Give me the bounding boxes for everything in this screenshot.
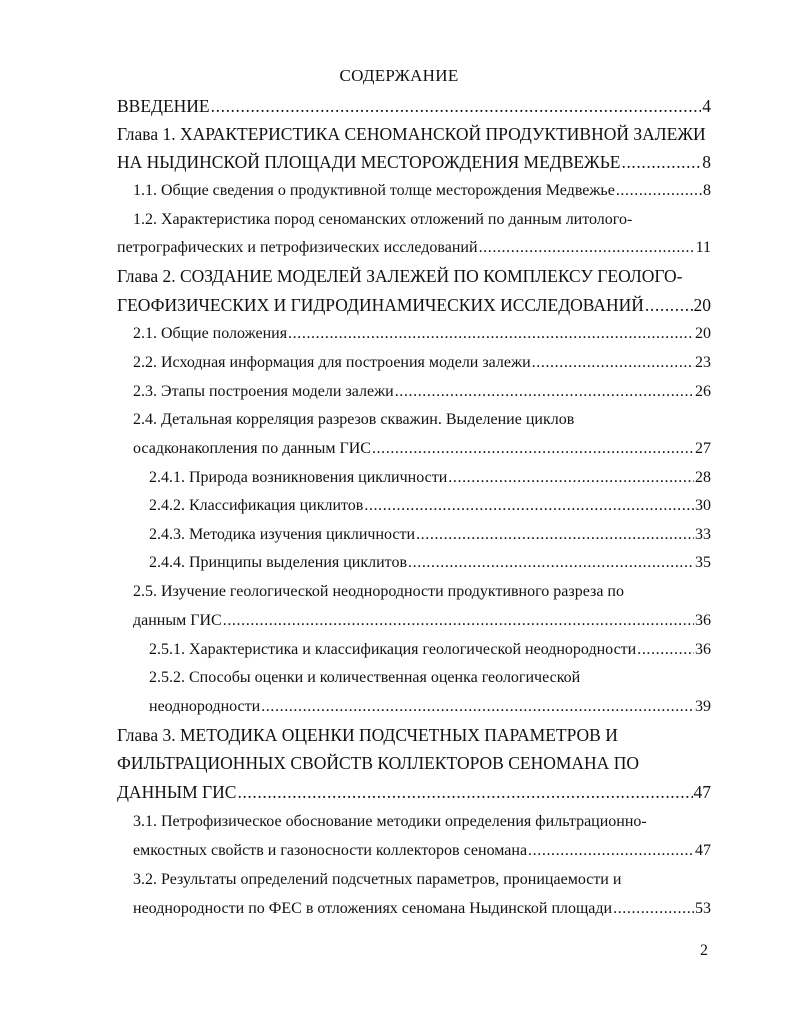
toc-entry-intro[interactable]	[117, 96, 711, 116]
toc-entry-text: 2.4.4. Принципы выделения циклитов	[149, 554, 408, 571]
toc-section-2-2[interactable]	[133, 353, 711, 373]
leader-dots	[616, 181, 702, 201]
toc-chapter-2-line1[interactable]: Глава 2. СОЗДАНИЕ МОДЕЛЕЙ ЗАЛЕЖЕЙ ПО КОМПЛЕКСУ ГЕОЛОГО-	[117, 266, 683, 286]
toc-entry-text: 2.4.2. Классификация циклитов	[149, 497, 364, 514]
toc-page-number: 28	[695, 469, 711, 486]
toc-subsection-2-4-3[interactable]	[149, 525, 711, 545]
toc-chapter-3-line2[interactable]: ФИЛЬТРАЦИОННЫХ СВОЙСТВ КОЛЛЕКТОРОВ СЕНОМАНА ПО	[117, 753, 639, 773]
toc-subsection-2-4-4[interactable]	[149, 553, 711, 573]
leader-dots	[416, 525, 694, 545]
leader-dots	[532, 353, 694, 373]
toc-page-number: 20	[693, 295, 711, 315]
toc-page-number: 53	[695, 900, 711, 917]
leader-dots	[211, 96, 702, 116]
toc-subsection-2-4-2[interactable]	[149, 496, 711, 516]
toc-entry-text: 2.4.1. Природа возникновения цикличности	[149, 469, 448, 486]
leader-dots	[288, 324, 694, 344]
leader-dots	[479, 238, 695, 258]
toc-page-number: 47	[695, 842, 711, 859]
toc-entry-text: осадконакопления по данным ГИС	[133, 440, 371, 457]
leader-dots	[395, 382, 694, 402]
leader-dots	[408, 553, 694, 573]
toc-section-2-5[interactable]	[133, 611, 711, 631]
toc-entry-text: ГЕОФИЗИЧЕСКИХ И ГИДРОДИНАМИЧЕСКИХ ИССЛЕДОВАНИЙ	[117, 295, 644, 315]
toc-entry-text: 1.1. Общие сведения о продуктивной толще месторождения Медвежье	[133, 182, 615, 199]
toc-entry-text: 2.5.1. Характеристика и классификация геологической неоднородности	[149, 641, 637, 658]
toc-section-2-1[interactable]	[133, 324, 711, 344]
toc-page-number: 39	[695, 698, 711, 715]
toc-chapter-1[interactable]	[117, 152, 711, 172]
toc-section-2-4[interactable]	[133, 439, 711, 459]
toc-entry-text: данным ГИС	[133, 612, 222, 629]
toc-page-number: 30	[695, 497, 711, 514]
toc-entry-text: ДАННЫМ ГИС	[117, 782, 237, 802]
toc-entry-text: неоднородности по ФЕС в отложениях сеномана Ныдинской площади	[133, 900, 613, 917]
toc-subsection-2-4-1[interactable]	[149, 468, 711, 488]
toc-section-1-2-line1[interactable]: 1.2. Характеристика пород сеноманских отложений по данным литолого-	[133, 211, 633, 228]
toc-chapter-2[interactable]	[117, 295, 711, 315]
leader-dots	[613, 899, 694, 919]
toc-section-3-2[interactable]	[133, 899, 711, 919]
leader-dots	[223, 611, 694, 631]
toc-entry-text: неоднородности	[149, 698, 261, 715]
toc-page-number: 4	[702, 96, 711, 116]
toc-section-3-2-line1[interactable]: 3.2. Результаты определений подсчетных параметров, проницаемости и	[133, 871, 622, 888]
toc-subsection-2-5-1[interactable]	[149, 640, 711, 660]
leader-dots	[637, 640, 694, 660]
toc-entry-text: ВВЕДЕНИЕ	[117, 96, 210, 116]
leader-dots	[645, 295, 693, 315]
toc-chapter-3[interactable]	[117, 782, 711, 802]
leader-dots	[528, 841, 694, 861]
toc-page-number: 36	[695, 612, 711, 629]
toc-section-2-5-line1[interactable]: 2.5. Изучение геологической неоднородности продуктивного разреза по	[133, 583, 624, 600]
toc-page-number: 35	[695, 554, 711, 571]
toc-entry-text: 2.4.3. Методика изучения цикличности	[149, 526, 416, 543]
toc-page-number: 27	[695, 440, 711, 457]
toc-page-number: 8	[702, 152, 711, 172]
toc-page-number: 23	[695, 354, 711, 371]
toc-entry-text: 2.1. Общие положения	[133, 325, 288, 342]
toc-page-number: 36	[695, 641, 711, 658]
toc-section-3-1[interactable]	[133, 841, 711, 861]
toc-entry-text: 2.2. Исходная информация для построения модели залежи	[133, 354, 531, 371]
toc-page-number: 26	[695, 383, 711, 400]
toc-subsection-2-5-2-line1[interactable]: 2.5.2. Способы оценки и количественная оценка геологической	[149, 669, 581, 686]
toc-section-1-2[interactable]	[117, 238, 711, 258]
toc-section-3-1-line1[interactable]: 3.1. Петрофизическое обоснование методики определения фильтрационно-	[133, 813, 647, 830]
leader-dots	[372, 439, 694, 459]
toc-chapter-1-line1[interactable]: Глава 1. ХАРАКТЕРИСТИКА СЕНОМАНСКОЙ ПРОДУКТИВНОЙ ЗАЛЕЖИ	[117, 124, 706, 144]
toc-section-1-1[interactable]	[133, 181, 711, 201]
toc-subsection-2-5-2[interactable]	[149, 697, 711, 717]
toc-page-number: 47	[693, 782, 711, 802]
toc-page-number: 33	[695, 526, 711, 543]
page-title: СОДЕРЖАНИЕ	[339, 66, 459, 85]
leader-dots	[621, 152, 701, 172]
toc-page-number: 20	[695, 325, 711, 342]
toc-entry-text: 2.3. Этапы построения модели залежи	[133, 383, 394, 400]
toc-section-2-3[interactable]	[133, 382, 711, 402]
leader-dots	[261, 697, 694, 717]
leader-dots	[448, 468, 694, 488]
toc-entry-text: НА НЫДИНСКОЙ ПЛОЩАДИ МЕСТОРОЖДЕНИЯ МЕДВЕЖЬЕ	[117, 152, 621, 172]
toc-section-2-4-line1[interactable]: 2.4. Детальная корреляция разрезов скважин. Выделение циклов	[133, 411, 575, 428]
toc-entry-text: емкостных свойств и газоносности коллекторов сеномана	[133, 842, 528, 859]
toc-chapter-3-line1[interactable]: Глава 3. МЕТОДИКА ОЦЕНКИ ПОДСЧЕТНЫХ ПАРАМЕТРОВ И	[117, 725, 618, 745]
toc-page-number: 11	[695, 239, 711, 256]
page-number: 2	[700, 942, 708, 959]
toc-page-number: 8	[703, 182, 711, 199]
leader-dots	[237, 782, 692, 802]
leader-dots	[364, 496, 694, 516]
toc-entry-text: петрографических и петрофизических исследований	[117, 239, 478, 256]
